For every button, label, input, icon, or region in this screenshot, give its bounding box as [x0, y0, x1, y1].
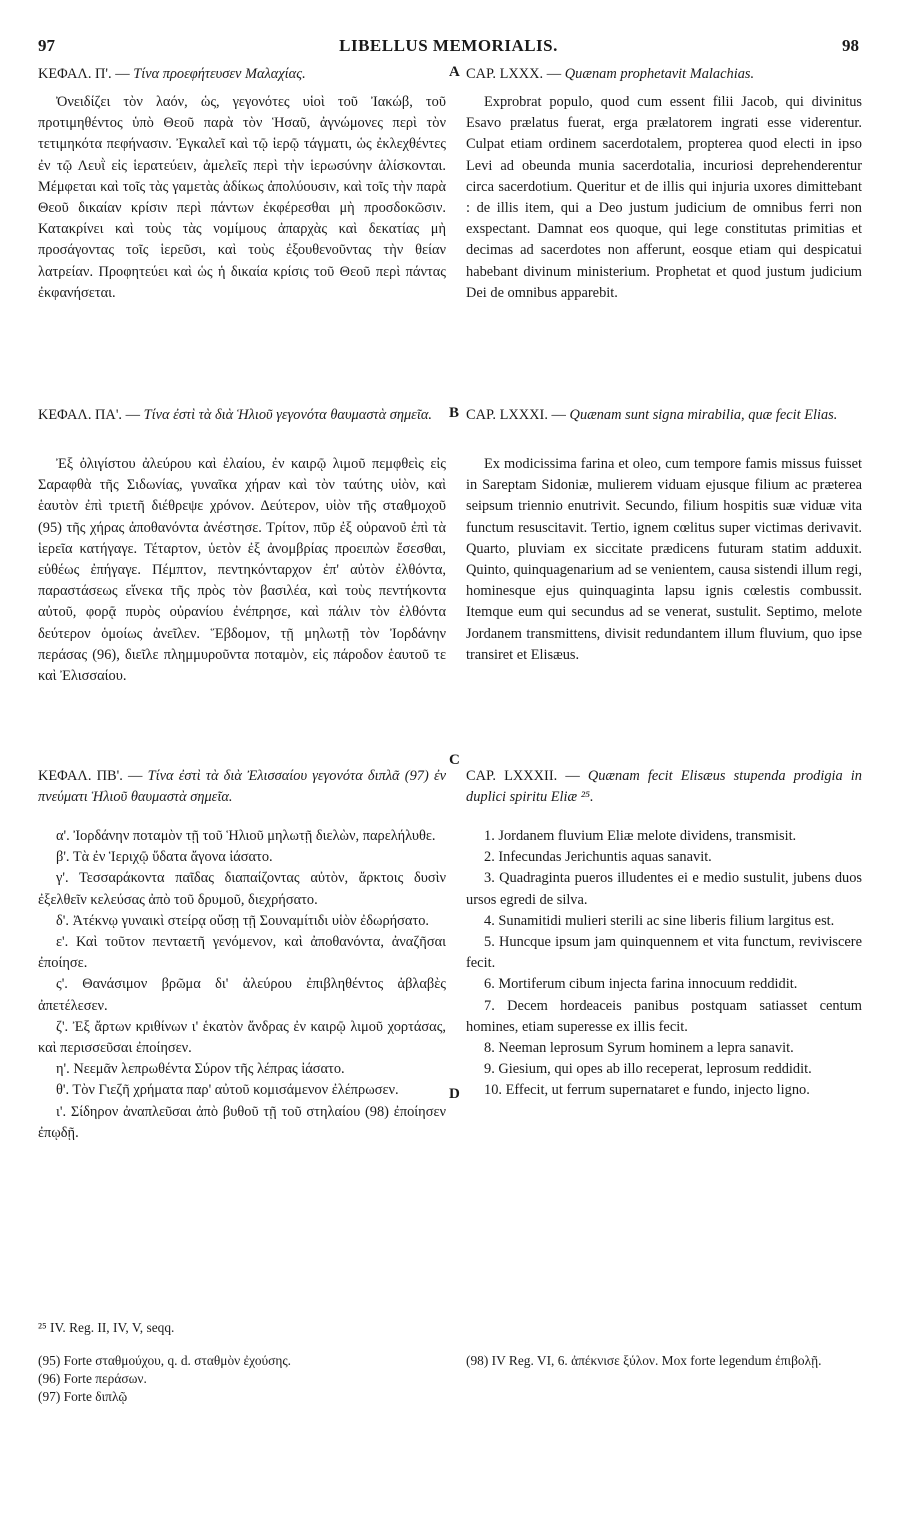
critical-note: (95) Forte σταθμούχου, q. d. σταθμὸν ἐχούσης. [38, 1353, 292, 1368]
greek-chapter-title: Τίνα προεφήτευσεν Μαλαχίας. [133, 66, 306, 82]
greek-chapter-heading-80: ΚΕΦΑΛ. Π'. — Τίνα προεφήτευσεν Μαλαχίας. [38, 66, 306, 82]
list-item: α'. Ἰορδάνην ποταμὸν τῇ τοῦ Ἡλιοῦ μηλωτῇ διελὼν, παρελήλυθε. [56, 828, 436, 844]
margin-marker-a: A [449, 64, 460, 80]
latin-chapter-title: Quænam prophetavit Malachias. [564, 66, 755, 82]
list-item: β'. Τὰ ἐν Ἱεριχῷ ὕδατα ἄγονα ἰάσατο. [56, 849, 273, 866]
list-item: 9. Giesium, qui opes ab illo receperat, leprosum reddidit. [484, 1061, 812, 1078]
greek-chapter-heading-82: ΚΕΦΑΛ. ΠΒ'. — Τίνα ἐστὶ τὰ διὰ Ἐλισσαίου γεγονότα διπλᾶ (97) ἐν πνεύματι Ἡλιοῦ θαυμαστὰ σημεῖα. [38, 768, 447, 806]
critical-notes-left [38, 1352, 446, 1406]
latin-chapter-title: Quænam sunt signa mirabilia, quæ fecit Elias. [569, 407, 838, 423]
latin-paragraph: Exprobrat populo, quod cum essent filii Jacob, qui divinitus Esavo prælatus fuerat, erga prælatorem ingrati esse viderentur. Culpat etiam ordinem sacerdotalem, propterea quod electi in ipso Levi ad obeunda munia sacerdotalia, incuriosi deprehenderentur circa sacerdotium. Queritur et de illis qui injuria uxores dimittebant : de illis item, qui a Deo justum judicium de omnibus ferri non exspectant. Damnat eos quoque, qui lege constitutas primitias et decimas ad sacerdotes non afferunt, eosque etiam qui despicatui habebant divinum ministerium. Prophetat et quod justum judicium Dei de omnibus apparebit. [466, 94, 862, 301]
list-item: ι'. Σίδηρον ἀναπλεῦσαι ἀπὸ βυθοῦ τῇ τοῦ στηλαίου (98) ἐποίησεν ἐπῳδῇ. [38, 1103, 446, 1141]
greek-paragraph: Ἐξ ὀλιγίστου ἀλεύρου καὶ ἐλαίου, ἐν καιρῷ λιμοῦ πεμφθεὶς εἰς Σαραφθὰ τῆς Σιδωνίας, γυναῖκα χήραν καὶ τὸν ταύτης υἱὸν, καὶ ἑαυτὸν ἐπὶ τριετῆ διέθρεψε χρόνον. Δεύτερον, υἱὸν τῆς σταθμοχοῦ (95) τῆς χήρας ἀποθανόντα ἀνέστησε. Τρίτον, πῦρ ἐξ οὐρανοῦ ἐπὶ τὰ ἱερεῖα κατήγαγε. Τέταρτον, ὑετὸν ἐξ ἀνομβρίας προειπὼν ἔσεσθαι, εὐθέως ἐπήγαγε. Πέμπτον, πεντηκόνταρχον ἐπ' αὐτὸν ἐλθόντα, παραστάσεως εἵνεκα τῆς πρὸς τὸν βασιλέα, καὶ τοὺς πεντήκοντα αὐτοῦ, φορᾷ πυρὸς οὐρανίου ἐνέπρησε, καὶ πάλιν τὸν ἐλθόντα δεύτερον ὁμοίως ἀνεῖλεν. Ἕβδομον, τῇ μηλωτῇ τὸν Ἰορδάνην περάσας (96), διεῖλε πλημμυροῦντα ποταμὸν, εἰς πάροδον ἑαυτοῦ τε καὶ Ἐλισσαίου. [38, 456, 446, 685]
greek-chapter-heading-81: ΚΕΦΑΛ. ΠΑ'. — Τίνα ἐστὶ τὰ διὰ Ἡλιοῦ γεγονότα θαυμαστὰ σημεῖα. [38, 407, 433, 423]
margin-marker-b: B [449, 405, 460, 421]
list-item: η'. Νεεμᾶν λεπρωθέντα Σύρον τῆς λέπρας ἰάσατο. [56, 1061, 345, 1078]
list-item: 3. Quadraginta pueros illudentes ei e medio sustulit, jubens duos ursos egredi de silva. [466, 870, 862, 908]
greek-paragraph: Ὀνειδίζει τὸν λαόν, ὡς, γεγονότες υἱοὶ τοῦ Ἰακώβ, τοῦ προτιμηθέντος ὑπὸ Θεοῦ παρὰ τὸν Ἡσαῦ, ἀγνώμονες περὶ τὸν τετιμηκότα πεφήνασιν. Ἐγκαλεῖ καὶ τῷ ἱερῷ τάγματι, ὡς ἐκλεχθέντες ἐν τῷ Λευῒ εἰς ἱερατεύειν, ἀμελεῖς περὶ τὴν ἱερωσύνην ἁλίσκονται. Μέμφεται καὶ τοῖς τὰς γαμετὰς ἀδίκως ἀπολύουσιν, καὶ τοῖς τὴν παρὰ Θεοῦ δικαίαν κρίσιν περὶ πάντων ἐκφέρεσθαι μὴ προσδοκῶσιν. Κατακρίνει καὶ τοὺς τὰς νομίμους ἀπαρχὰς καὶ δεκατίας μὴ προσάγοντας τοῖς ἱερεῦσι, καὶ τοὺς ἐξουθενοῦντας τὴν θείαν λατρείαν. Προφητεύει καὶ ὡς ἡ δικαία κρίσις τοῦ Θεοῦ περὶ πάντας ἐκφανήσεται. [38, 94, 446, 301]
greek-chapter-number: ΚΕΦΑΛ. ΠΑ'. [38, 407, 123, 423]
list-item: 1. Jordanem fluvium Eliæ melote dividens, transmisit. [484, 828, 797, 844]
latin-chapter-number: CAP. LXXXI. [466, 407, 548, 423]
list-item: 4. Sunamitidi mulieri sterili ac sine liberis filium largitus est. [484, 912, 835, 929]
critical-notes-right [466, 1352, 862, 1370]
critical-note: (96) Forte περάσων. [38, 1371, 147, 1386]
list-item: 10. Effecit, ut ferrum supernataret e fundo, injecto ligno. [484, 1082, 810, 1099]
critical-note: (98) IV Reg. VI, 6. ἀπέκνισε ξύλον. Mox forte legendum ἐπιβολῇ. [466, 1353, 822, 1368]
latin-chapter-heading-82: CAP. LXXXII. — Quænam fecit Elisæus stupenda prodigia in duplici spiritu Eliæ ²⁵. [466, 768, 863, 806]
latin-chapter-heading-81: CAP. LXXXI. — Quænam sunt signa mirabilia, quæ fecit Elias. [466, 407, 838, 423]
list-item: 7. Decem hordeaceis panibus postquam satiasset centum homines, etiam superesse ex illis fecit. [466, 997, 862, 1035]
list-item: δ'. Ἀτέκνῳ γυναικὶ στείρᾳ οὔσῃ τῇ Σουναμίτιδι υἱὸν ἐδωρήσατο. [56, 912, 430, 929]
footnote-reference: ²⁵ IV. Reg. II, IV, V, seqq. [38, 1320, 175, 1335]
latin-chapter-number: CAP. LXXX. [466, 66, 544, 82]
page-number-left: 97 [38, 36, 55, 55]
greek-chapter-number: ΚΕΦΑΛ. Π'. [38, 66, 112, 82]
list-item: 5. Huncque ipsum jam quinquennem et vita functum, reviviscere fecit. [466, 934, 862, 972]
list-item: γ'. Τεσσαράκοντα παῖδας διαπαίζοντας αὐτὸν, ἄρκτοις δυσὶν ἐξελθεῖν κελεύσας ἀπὸ τοῦ δρυμοῦ, διεχρήσατο. [38, 870, 446, 908]
list-item: θ'. Τὸν Γιεζῆ χρήματα παρ' αὐτοῦ κομισάμενον ἐλέπρωσεν. [56, 1082, 399, 1099]
list-item: ς'. Θανάσιμον βρῶμα δι' ἀλεύρου ἐπιβληθέντος ἀβλαβὲς ἀπετέλεσεν. [38, 976, 446, 1014]
list-item: ζ'. Ἐξ ἄρτων κριθίνων ι' ἑκατὸν ἄνδρας ἐν καιρῷ λιμοῦ χορτάσας, καὶ περισσεῦσαι ἐποίησεν. [38, 1018, 446, 1057]
margin-marker-c: C [449, 752, 460, 768]
page-number-right: 98 [842, 36, 859, 55]
running-title: LIBELLUS MEMORIALIS. [339, 36, 558, 55]
latin-paragraph: Ex modicissima farina et oleo, cum tempore famis missus fuisset in Sareptam Sidoniæ, mulierem viduam ejusque filium ac præterea seipsum triennio enutrivit. Secundo, filium hospitis suæ viduæ vita functum resuscitavit. Tertio, ignem cœlitus super victimas derivavit. Quarto, pluviam ex siccitate prædicens futuram statim adduxit. Quinto, quinquagenarium ad se venientem, causa sistendi illum regi, hominesque ejus quinquaginta lapsu ignis cœlestis combussit. Itemque eum qui secundus ad se venerat, sustulit. Septimo, melote Jordanem transmittens, divisit redundantem illum fluvium, quo ipse transiret et Elisæus. [466, 456, 862, 663]
greek-chapter-title: Τίνα ἐστὶ τὰ διὰ Ἐλισσαίου γεγονότα διπλᾶ (97) ἐν πνεύματι Ἡλιοῦ θαυμαστὰ σημεῖα. [38, 768, 447, 806]
greek-chapter-number: ΚΕΦΑΛ. ΠΒ'. [38, 768, 123, 784]
greek-chapter-title: Τίνα ἐστὶ τὰ διὰ Ἡλιοῦ γεγονότα θαυμαστὰ σημεῖα. [143, 407, 433, 423]
margin-marker-d: D [449, 1086, 460, 1102]
critical-note: (97) Forte διπλῷ [38, 1389, 128, 1404]
latin-chapter-heading-80: CAP. LXXX. — Quænam prophetavit Malachias. [466, 66, 755, 82]
list-item: ε'. Καὶ τοῦτον πενταετῆ γενόμενον, καὶ ἀποθανόντα, ἀναζῆσαι ἐποίησε. [38, 934, 446, 972]
list-item: 8. Neeman leprosum Syrum hominem a lepra sanavit. [484, 1040, 794, 1057]
latin-chapter-title: Quænam fecit Elisæus stupenda prodigia in duplici spiritu Eliæ ²⁵. [466, 768, 863, 806]
list-item: 2. Infecundas Jerichuntis aquas sanavit. [484, 849, 712, 866]
latin-chapter-number: CAP. LXXXII. [466, 768, 558, 784]
list-item: 6. Mortiferum cibum injecta farina innocuum reddidit. [484, 976, 798, 993]
latin-item-list [466, 826, 862, 1102]
greek-item-list [38, 826, 446, 1144]
running-header [38, 36, 859, 58]
